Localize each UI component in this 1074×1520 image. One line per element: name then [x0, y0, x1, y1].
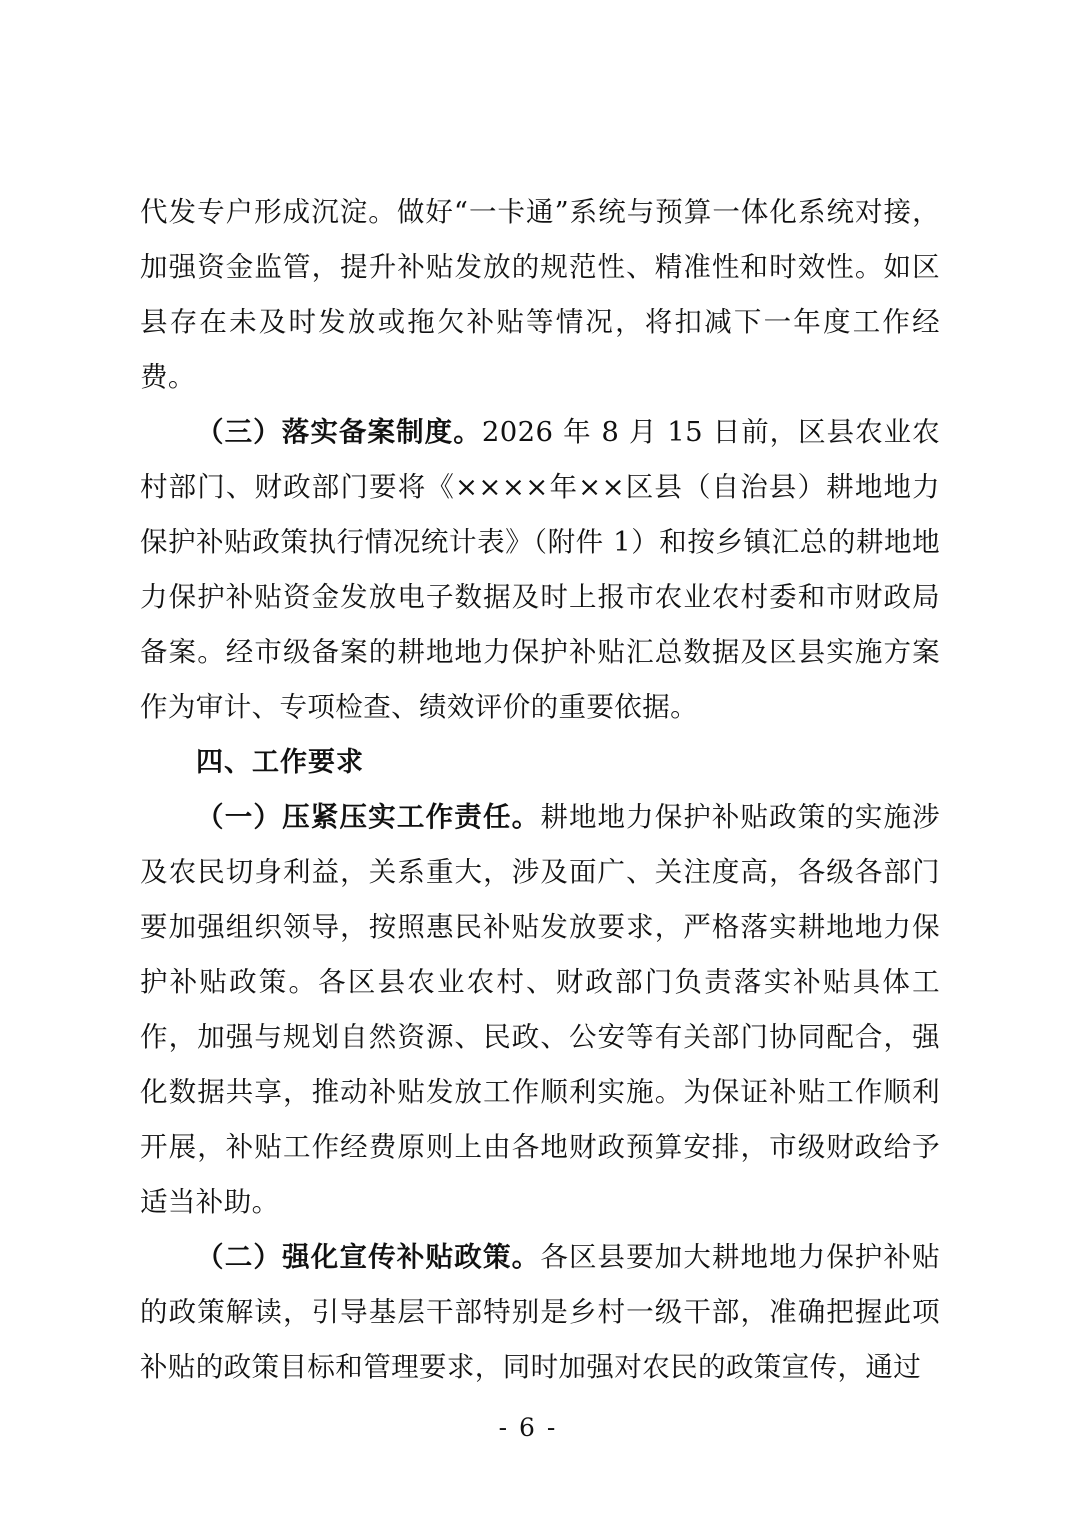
paragraph-text-filing-system: 2026 年 8 月 15 日前，区县农业农村部门、财政部门要将《××××年××区县（自治县）耕地地力保护补贴政策执行情况统计表》（附件 1）和按乡镇汇总的耕地地力保护补贴资金发放电子数据及时上报市农业农村委和市财政局备案。经市级备案的耕地地力保护补贴汇总数据及区县实施方案作为审计、专项检查、绩效评价的重要依据。: [140, 416, 941, 723]
paragraph-lead-filing-system: （三）落实备案制度。: [196, 416, 482, 448]
paragraph-text-publicity: 各区县要加大耕地地力保护补贴的政策解读，引导基层干部特别是乡村一级干部，准确把握此项补贴的政策目标和管理要求，同时加强对农民的政策宣传，通过: [140, 1241, 941, 1383]
paragraph-filing-system: [140, 405, 940, 735]
paragraph-lead-publicity: （二）强化宣传补贴政策。: [196, 1241, 541, 1273]
paragraph-continuation: 代发专户形成沉淀。做好“一卡通”系统与预算一体化系统对接，加强资金监管，提升补贴发放的规范性、精准性和时效性。如区县存在未及时发放或拖欠补贴等情况，将扣减下一年度工作经费。: [140, 196, 940, 393]
paragraph-lead-responsibility: （一）压紧压实工作责任。: [196, 801, 541, 833]
section-heading-work-requirements: 四、工作要求: [196, 747, 364, 778]
paragraph-text-responsibility: 耕地地力保护补贴政策的实施涉及农民切身利益，关系重大，涉及面广、关注度高，各级各部门要加强组织领导，按照惠民补贴发放要求，严格落实耕地地力保护补贴政策。各区县农业农村、财政部门负责落实补贴具体工作，加强与规划自然资源、民政、公安等有关部门协同配合，强化数据共享，推动补贴发放工作顺利实施。为保证补贴工作顺利开展，补贴工作经费原则上由各地财政预算安排，市级财政给予适当补助。: [140, 801, 941, 1218]
page-footer: [0, 1413, 1074, 1442]
document-body: [140, 185, 940, 1395]
paragraph-responsibility: [140, 790, 940, 1230]
page-number: - 6 -: [498, 1413, 558, 1442]
paragraph-publicity: [140, 1230, 940, 1395]
